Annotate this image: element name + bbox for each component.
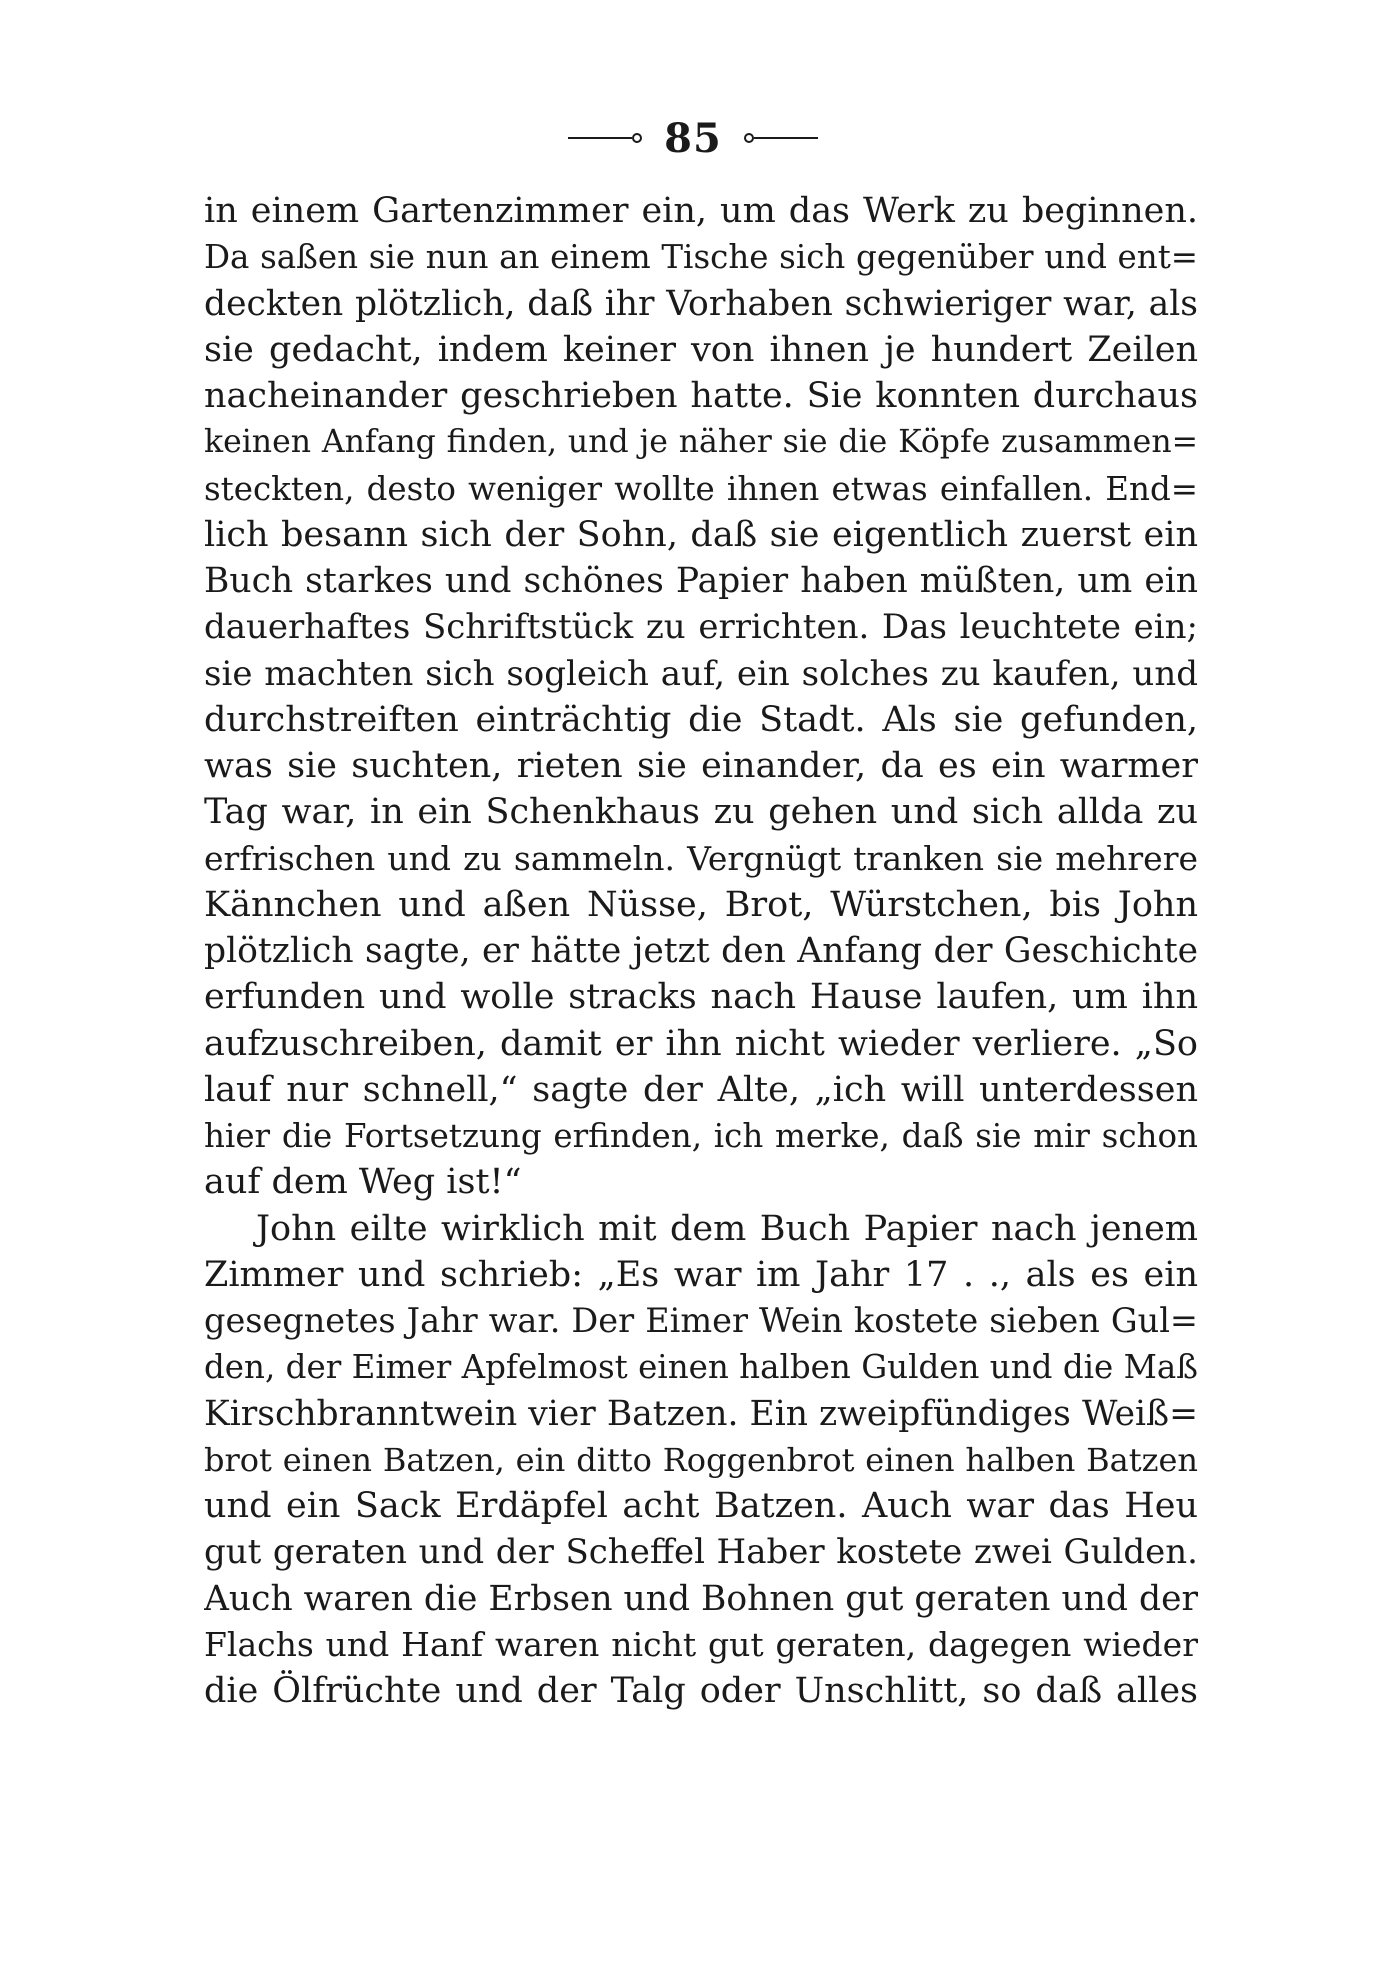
page-header	[0, 112, 1386, 164]
text-line: Kännchen und aßen Nüsse, Brot, Würstchen, bis John	[204, 884, 1198, 925]
text-line: aufzuschreiben, damit er ihn nicht wieder verliere. „So	[204, 1023, 1198, 1064]
right-ornament	[744, 128, 818, 148]
text-line: gut geraten und der Scheffel Haber kostete zwei Gulden.	[204, 1532, 1198, 1573]
text-line: deckten plötzlich, daß ihr Vorhaben schwieriger war, als	[204, 283, 1198, 324]
text-line: Da saßen sie nun an einem Tische sich gegenüber und ent=	[204, 238, 1198, 277]
text-line: steckten, desto weniger wollte ihnen etwas einfallen. End=	[204, 469, 1198, 508]
text-line: hier die Fortsetzung erfinden, ich merke, daß sie mir schon	[204, 1117, 1198, 1155]
text-line: was sie suchten, rieten sie einander, da es ein warmer	[204, 746, 1198, 786]
body-text	[204, 188, 1198, 1714]
text-line: Zimmer und schrieb: „Es war im Jahr 17 . ., als es ein	[204, 1254, 1198, 1295]
paragraph-start-line: John eilte wirklich mit dem Buch Papier nach jenem	[256, 1208, 1198, 1249]
text-line: lauf nur schnell,“ sagte der Alte, „ich will unterdessen	[204, 1069, 1198, 1110]
text-line: Buch starkes und schönes Papier haben müßten, um ein	[204, 561, 1198, 601]
text-line: sie gedacht, indem keiner von ihnen je hundert Zeilen	[204, 329, 1198, 370]
text-line: keinen Anfang finden, und je näher sie die Köpfe zusammen=	[204, 424, 1198, 461]
text-line: die Ölfrüchte und der Talg oder Unschlitt, so daß alles	[204, 1671, 1198, 1711]
text-line: plötzlich sagte, er hätte jetzt den Anfang der Geschichte	[204, 931, 1198, 971]
text-line: brot einen Batzen, ein ditto Roggenbrot einen halben Batzen	[204, 1440, 1198, 1479]
text-line: und ein Sack Erdäpfel acht Batzen. Auch war das Heu	[204, 1486, 1198, 1526]
text-line: in einem Gartenzimmer ein, um das Werk zu beginnen.	[204, 191, 1198, 231]
text-line: Auch waren die Erbsen und Bohnen gut geraten und der	[204, 1578, 1198, 1619]
text-line: sie machten sich sogleich auf, ein solches zu kaufen, und	[204, 653, 1198, 694]
text-line: lich besann sich der Sohn, daß sie eigentlich zuerst ein	[204, 514, 1198, 555]
text-line: den, der Eimer Apfelmost einen halben Gulden und die Maß	[204, 1348, 1198, 1387]
text-line: nacheinander geschrieben hatte. Sie konnten durchaus	[204, 376, 1198, 416]
text-line: Kirschbranntwein vier Batzen. Ein zweipfündiges Weiß=	[204, 1393, 1198, 1434]
text-line: gesegnetes Jahr war. Der Eimer Wein kostete sieben Gul=	[204, 1301, 1198, 1340]
text-line: durchstreiften einträchtig die Stadt. Als sie gefunden,	[204, 699, 1198, 740]
paragraph-end-line: auf dem Weg ist!“	[204, 1162, 522, 1203]
left-ornament	[568, 128, 642, 148]
text-line: Tag war, in ein Schenkhaus zu gehen und sich allda zu	[204, 792, 1198, 833]
text-line: Flachs und Hanf waren nicht gut geraten, dagegen wieder	[204, 1624, 1198, 1664]
page-number: 85	[664, 114, 722, 162]
text-line: erfrischen und zu sammeln. Vergnügt tranken sie mehrere	[204, 838, 1198, 878]
text-line: dauerhaftes Schriftstück zu errichten. Das leuchtete ein;	[204, 607, 1198, 648]
text-line: erfunden und wolle stracks nach Hause laufen, um ihn	[204, 977, 1198, 1018]
